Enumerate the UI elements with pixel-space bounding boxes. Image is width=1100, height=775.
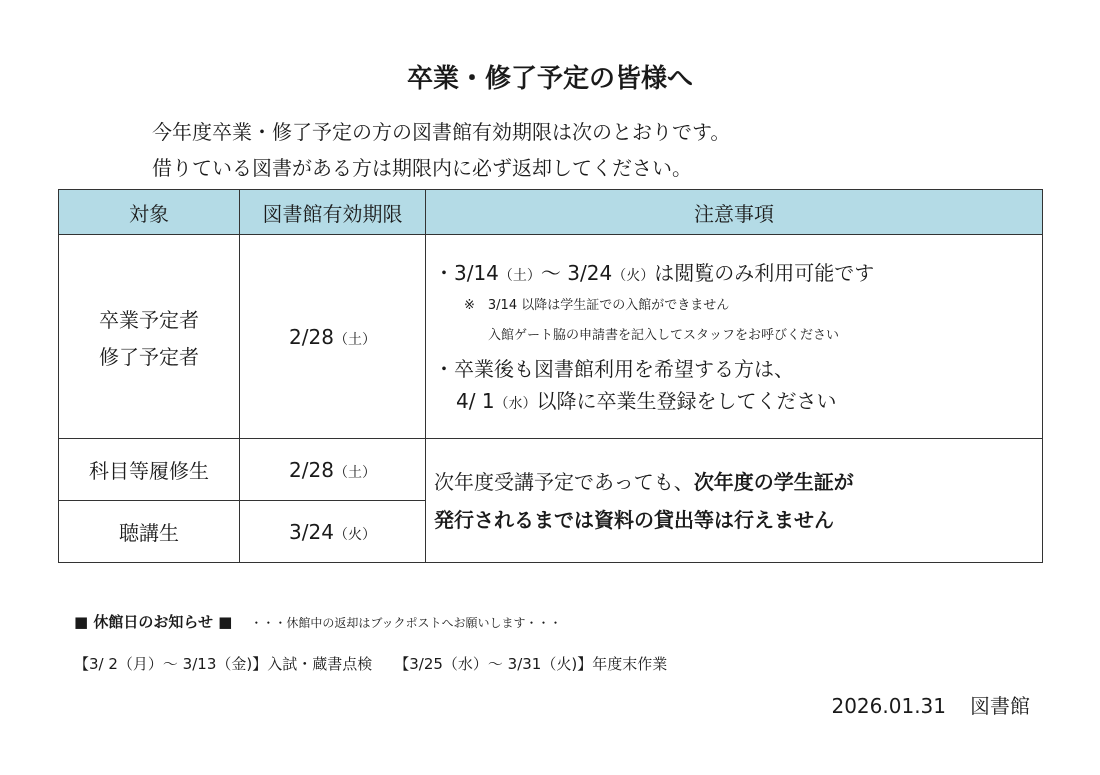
row1-notes xyxy=(426,235,1043,439)
note-alumni-registration: 4/ 1（水）以降に卒業生登録をしてください xyxy=(456,388,837,413)
row1-target xyxy=(59,235,240,439)
closure-heading: ■ 休館日のお知らせ ■ xyxy=(74,613,233,631)
row2-deadline: 2/28（土） xyxy=(240,439,426,501)
page-title: 卒業・修了予定の皆様へ xyxy=(406,64,693,94)
note-alumni: ・卒業後も図書館利用を希望する方は、 xyxy=(434,356,794,381)
header-target: 対象 xyxy=(59,190,240,235)
closure-subtext: ・・・休館中の返却はブックポストへお願いします・・・ xyxy=(250,616,562,630)
note-application: 入館ゲート脇の申請書を記入してスタッフをお呼びください xyxy=(488,327,840,343)
header-notes: 注意事項 xyxy=(426,190,1043,235)
closed-period-1: 【3/ 2（月）～ 3/13（金)】入試・蔵書点検 xyxy=(74,655,373,673)
table-row xyxy=(59,439,1043,501)
shared-note: 次年度受講予定であっても、次年度の学生証が 発行されるまでは資料の貸出等は行えません xyxy=(426,439,1043,563)
note-reading-only: ・3/14（土）～ 3/24（火）は閲覧のみ利用可能です xyxy=(434,260,875,285)
intro-line-1: 今年度卒業・修了予定の方の図書館有効期限は次のとおりです。 xyxy=(152,120,731,144)
footer xyxy=(831,690,1030,719)
issuer: 図書館 xyxy=(970,694,1030,718)
note-id-card: ※ 3/14 以降は学生証での入館ができません xyxy=(464,297,730,313)
header-deadline: 図書館有効期限 xyxy=(240,190,426,235)
intro-line-2: 借りている図書がある方は期限内に必ず返却してください。 xyxy=(152,156,692,180)
row2-target: 科目等履修生 xyxy=(59,439,240,501)
row3-target: 聴講生 xyxy=(59,501,240,563)
closed-days xyxy=(74,653,667,674)
target-graduate: 卒業予定者 xyxy=(99,307,199,332)
table-header-row xyxy=(59,190,1043,235)
closure-notice xyxy=(74,611,562,632)
target-completion: 修了予定者 xyxy=(99,344,199,369)
issue-date: 2026.01.31 xyxy=(831,694,946,718)
row1-deadline xyxy=(240,235,426,439)
expiry-table xyxy=(58,189,1043,563)
deadline-date: 2/28 xyxy=(289,324,334,349)
row3-deadline: 3/24（火） xyxy=(240,501,426,563)
deadline-day: （土） xyxy=(333,331,376,348)
table-row xyxy=(59,235,1043,439)
closed-period-2: 【3/25（水）～ 3/31（火)】年度末作業 xyxy=(394,655,668,673)
